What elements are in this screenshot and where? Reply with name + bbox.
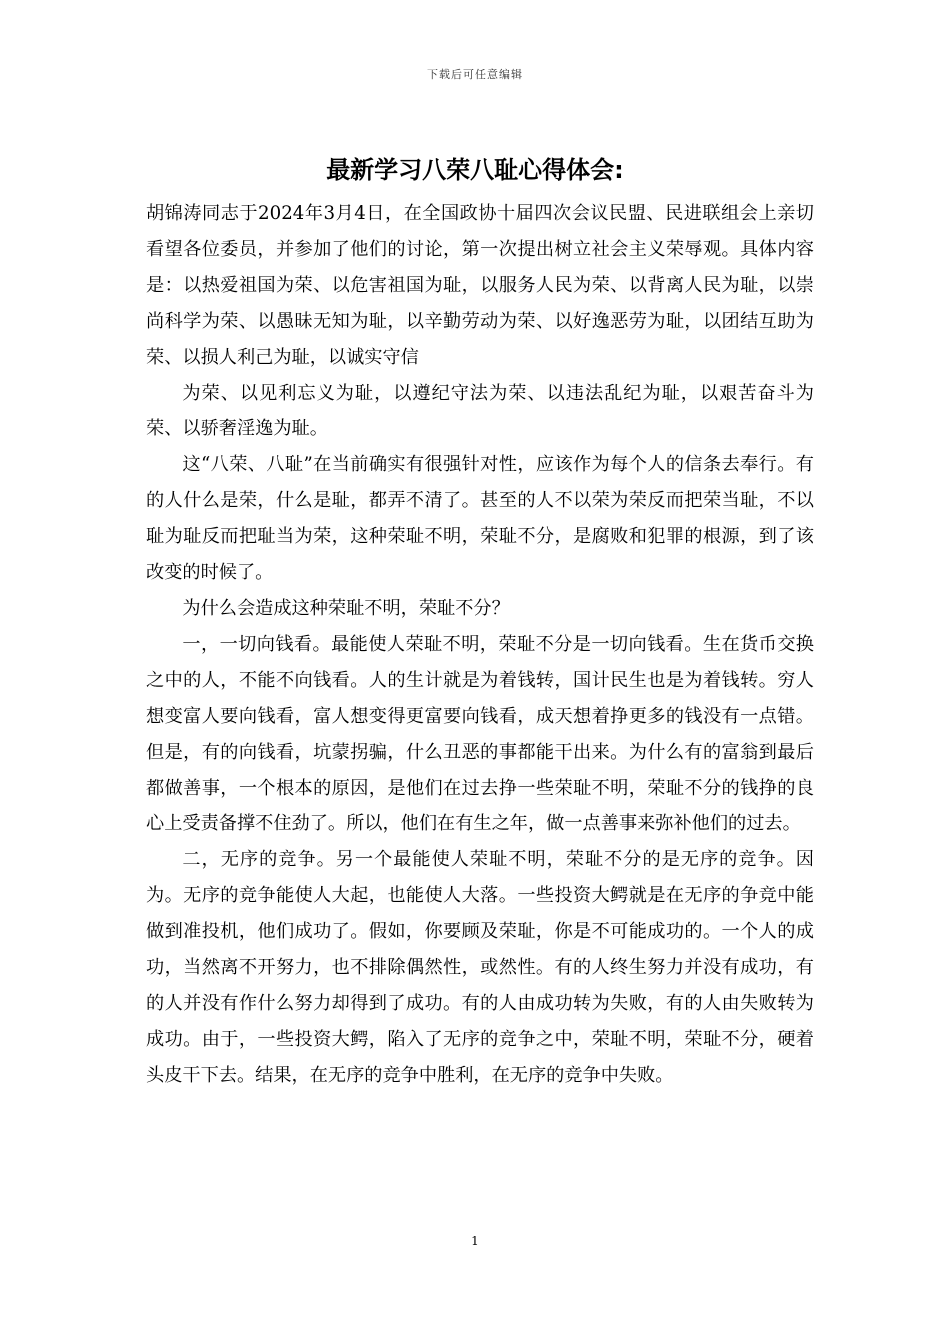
paragraph: 胡锦涛同志于2024年3月4日，在全国政协十届四次会议民盟、民进联组会上亲切看望各位委员，并参加了他们的讨论，第一次提出树立社会主义荣辱观。具体内容是：以热爱祖国为荣、以危害祖国为耻，以服务人民为荣、以背离人民为耻，以崇尚科学为荣、以愚昧无知为耻，以辛勤劳动为荣、以好逸恶劳为耻，以团结互助为荣、以损人利己为耻，以诚实守信 bbox=[146, 203, 814, 368]
paragraph: 二，无序的竞争。另一个最能使人荣耻不明，荣耻不分的是无序的竞争。因为。无序的竞争能使人大起，也能使人大落。一些投资大鳄就是在无序的争竞中能做到准投机，他们成功了。假如，你要顾及荣耻，你是不可能成功的。一个人的成功，当然离不开努力，也不排除偶然性，或然性。有的人终生努力并没有成功，有的人并没有作什么努力却得到了成功。有的人由成功转为失败，有的人由失败转为成功。由于，一些投资大鳄，陷入了无序的竞争之中，荣耻不明，荣耻不分，硬着头皮干下去。结果，在无序的竞争中胜利，在无序的竞争中失败。 bbox=[146, 849, 814, 1086]
paragraph: 为什么会造成这种荣耻不明，荣耻不分？ bbox=[182, 597, 510, 619]
paragraph: 这“八荣、八耻”在当前确实有很强针对性，应该作为每个人的信条去奉行。有的人什么是荣，什么是耻，都弄不清了。甚至的人不以荣为荣反而把荣当耻，不以耻为耻反而把耻当为荣，这种荣耻不明，荣耻不分，是腐败和犯罪的根源，到了该改变的时候了。 bbox=[146, 454, 814, 584]
page-number: 1 bbox=[471, 1234, 479, 1248]
header-note: 下载后可任意编辑 bbox=[427, 68, 523, 81]
paragraph: 一，一切向钱看。最能使人荣耻不明，荣耻不分是一切向钱看。生在货币交换之中的人，不能不向钱看。人的生计就是为着钱转，国计民生也是为着钱转。穷人想变富人要向钱看，富人想变得更富要向钱看，成天想着挣更多的钱没有一点错。但是，有的向钱看，坑蒙拐骗，什么丑恶的事都能干出来。为什么有的富翁到最后都做善事，一个根本的原因，是他们在过去挣一些荣耻不明，荣耻不分的钱挣的良心上受责备撑不住劲了。所以，他们在有生之年，做一点善事来弥补他们的过去。 bbox=[146, 633, 814, 835]
document-body bbox=[146, 196, 814, 1094]
document-title: 最新学习八荣八耻心得体会: bbox=[326, 156, 624, 184]
paragraph: 为荣、以见利忘义为耻，以遵纪守法为荣、以违法乱纪为耻，以艰苦奋斗为荣、以骄奢淫逸为耻。 bbox=[146, 382, 814, 440]
